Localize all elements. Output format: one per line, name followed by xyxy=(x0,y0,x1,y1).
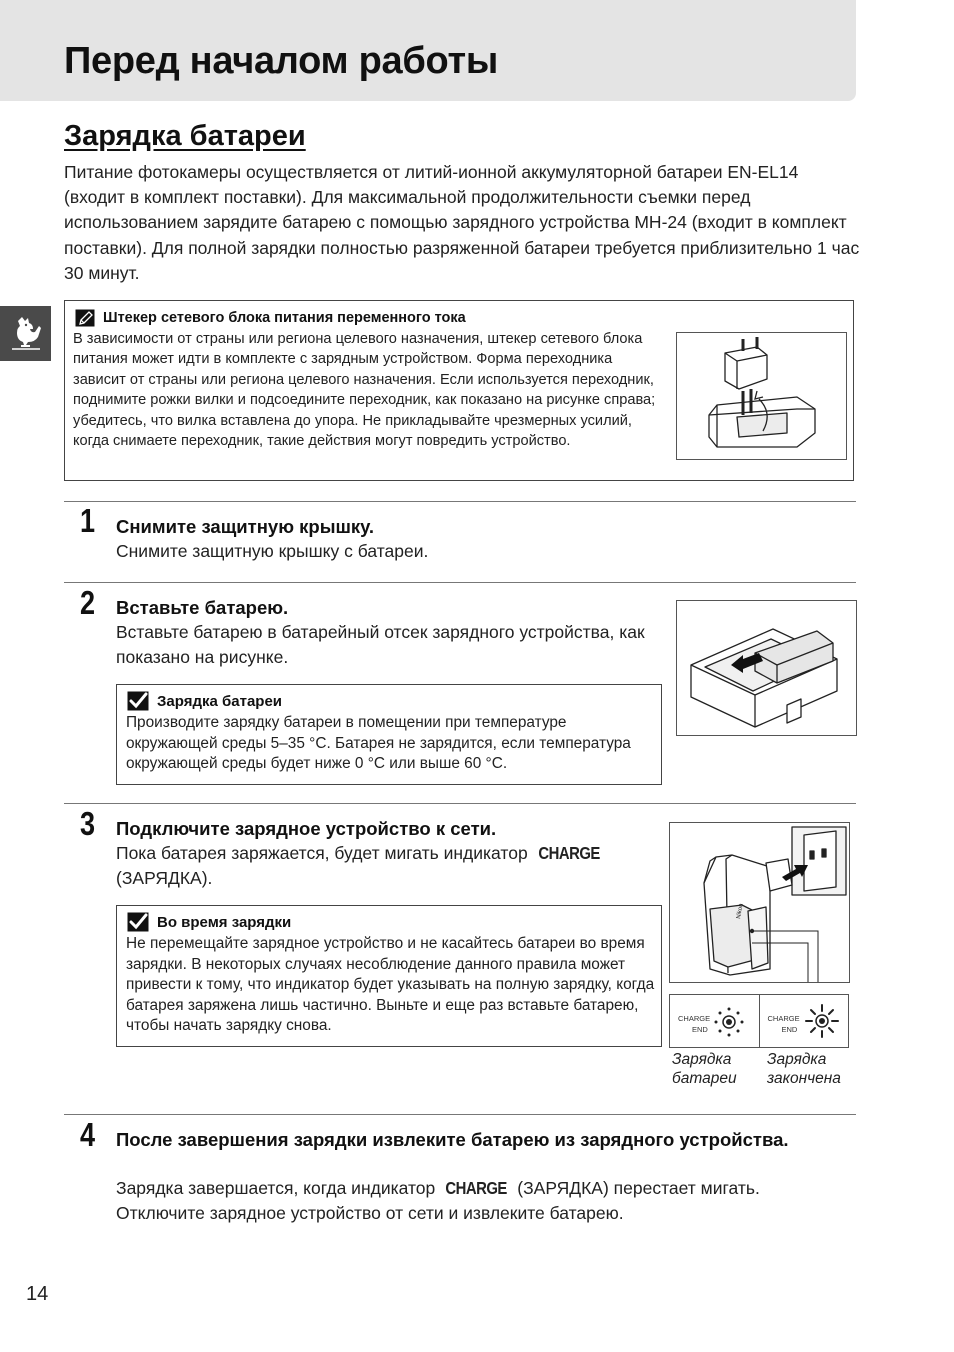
blinking-lamp-icon xyxy=(712,1005,746,1039)
charge-indicator-label: CHARGE xyxy=(445,1178,507,1198)
step-3-title: Подключите зарядное устройство к сети. xyxy=(116,818,497,839)
step-divider xyxy=(64,582,856,583)
step-divider xyxy=(64,803,856,804)
checkmark-note-icon xyxy=(127,691,149,711)
during-charging-note-title: Во время зарядки xyxy=(157,913,292,931)
charger-wall-figure xyxy=(669,822,850,983)
step-divider xyxy=(64,501,856,502)
plug-adapter-figure xyxy=(676,332,847,460)
indicator-charging-cell xyxy=(670,995,759,1047)
indicator-end-label: END xyxy=(781,1025,798,1034)
charge-indicator-label: CHARGE xyxy=(537,843,600,863)
charging-temp-note-body: Производите зарядку батареи в помещении при температуре окружающей среды 5–35 °C. Батарея не зарядится, если температура окружающей среды будет ниже 0 °C или выше 60 °C. xyxy=(126,714,631,772)
chapter-tab xyxy=(0,306,51,361)
charge-indicator-panel xyxy=(669,994,849,1048)
steady-lamp-icon xyxy=(804,1003,840,1039)
during-charging-note-header xyxy=(127,912,291,932)
adapter-note-header xyxy=(75,309,466,327)
adapter-note-title: Штекер сетевого блока питания переменного тока xyxy=(103,310,466,326)
step-2-text: Вставьте батарею в батарейный отсек зарядного устройства, как показано на рисунке. xyxy=(116,622,645,668)
step-1-text: Снимите защитную крышку с батареи. xyxy=(116,541,429,561)
step-3-number: 3 xyxy=(80,805,96,842)
caption-charged: Зарядка закончена xyxy=(767,1051,841,1087)
caption-charging: Зарядка батареи xyxy=(672,1051,737,1087)
pencil-note-icon xyxy=(75,309,95,327)
adapter-note-body: В зависимости от страны или региона целевого назначения, штекер сетевого блока питания может идти в комплекте с зарядным устройством. Форма переходника зависит от страны или региона целевого назначения. Если используется переходник, поднимите рожки вилки и подсоедините переходник, как показано на рисунке справа; убедитесь, что вилка вставлена до упора. Не прикладывайте чрезмерных усилий, когда снимаете переходник, такие действия могут повредить устройство. xyxy=(73,331,656,450)
page-number: 14 xyxy=(26,1283,49,1305)
step-4-text-after: (ЗАРЯДКА) перестает мигать. Отключите зарядное устройство от сети и извлеките батарею. xyxy=(116,1178,760,1224)
step-3-text-before: Пока батарея заряжается, будет мигать индикатор xyxy=(116,843,528,863)
insert-battery-illustration xyxy=(677,601,856,735)
step-1-title: Снимите защитную крышку. xyxy=(116,516,374,537)
during-charging-note-box xyxy=(116,905,662,1047)
step-4-title: После завершения зарядки извлеките батарею из зарядного устройства. xyxy=(116,1129,789,1150)
charger-wall-illustration xyxy=(670,823,849,982)
charger-brand-label: Nikon xyxy=(736,903,745,920)
step-4-text xyxy=(116,1176,816,1226)
indicator-end-label: END xyxy=(692,1025,708,1034)
checkmark-note-icon xyxy=(127,912,149,932)
charging-temp-note-box xyxy=(116,684,662,785)
step-4-number: 4 xyxy=(80,1116,96,1153)
step-1-number: 1 xyxy=(80,502,96,539)
charging-temp-note-title: Зарядка батареи xyxy=(157,692,283,710)
adapter-note-box xyxy=(64,300,854,481)
step-divider xyxy=(64,1114,856,1115)
indicator-finished-cell xyxy=(759,995,849,1047)
indicator-charge-label: CHARGE xyxy=(767,1014,800,1023)
step-2-number: 2 xyxy=(80,584,96,621)
step-3-text-after: (ЗАРЯДКА). xyxy=(116,868,213,889)
step-3-text xyxy=(116,841,646,891)
rooster-icon xyxy=(9,315,43,353)
indicator-charge-label: CHARGE xyxy=(678,1014,711,1023)
intro-paragraph: Питание фотокамеры осуществляется от литий-ионной аккумуляторной батареи EN-EL14 (входит в комплект поставки). Для максимальной продолжительности съемки перед использованием зарядите батарею с помощью зарядного устройства MH-24 (входит в комплект поставки). Для полной зарядки полностью разряженной батареи требуется приблизительно 1 час 30 минут. xyxy=(64,162,860,283)
charging-temp-note-header xyxy=(127,691,282,711)
during-charging-note-body: Не перемещайте зарядное устройство и не касайтесь батареи во время зарядки. В некоторых случаях несоблюдение данного правила может привести к тому, что индикатор будет указывать на полную зарядку, когда батарея заряжена лишь частично. Выньте и еще раз вставьте батарею, чтобы начать зарядку снова. xyxy=(126,935,655,1034)
insert-battery-figure xyxy=(676,600,857,736)
plug-adapter-illustration xyxy=(677,333,846,459)
step-4-text-before: Зарядка завершается, когда индикатор xyxy=(116,1178,436,1198)
page-title: Перед началом работы xyxy=(64,40,498,82)
section-title: Зарядка батареи xyxy=(64,120,306,152)
step-2-title: Вставьте батарею. xyxy=(116,597,289,618)
